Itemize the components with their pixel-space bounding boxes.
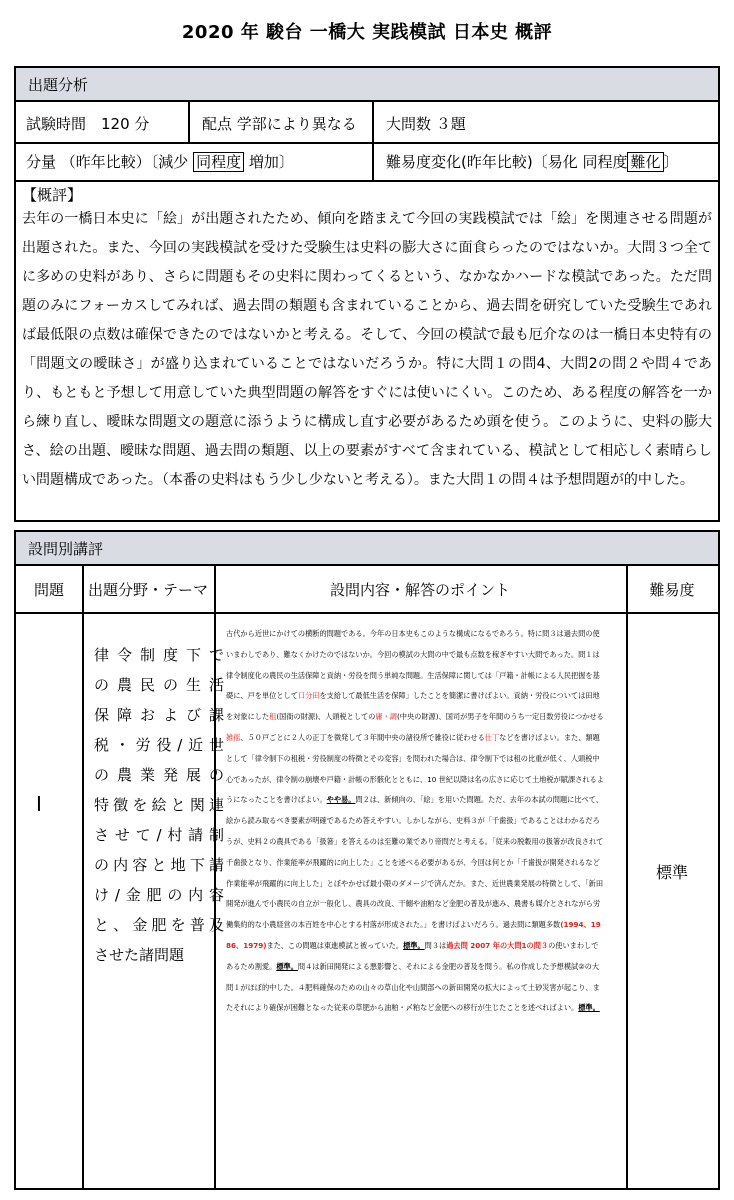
- difficulty-suffix: 〕: [663, 153, 679, 171]
- analysis-section: [14, 66, 720, 522]
- review-text: 去年の一橋日本史に「絵」が出題されたため、傾向を踏まえて今回の実践模試では「絵」を関連させる問題が出題された。また、今回の実践模試を受けた受験生は史料の膨大さに面食らったのではないか。大問３つ全てに多めの史料があり、さらに問題もその史料に関わってくるという、なかなかハードな模試であった。ただ問題のみにフォーカスしてみれば、過去問の類題も含まれていることから、過去問を研究していた受験生であれば最低限の点数は確保できたのではないかと考える。そして、今回の模試で最も厄介なのは一橋日本史特有の「問題文の曖昧さ」が盛り込まれていることではないだろうか。特に大問１の問4、大問2の問２や問４であり、もともと予想して用意していた典型問題の解答をすぐには使いにくい。このため、ある程度の解答を一から練り直し、曖昧な問題文の題意に添うように構成し直す必要があるため頭を使う。このように、史料の膨大さ、絵の出題、曖昧な問題、過去問の類題、以上の要素がすべて含まれている、模試として相応しく素晴らしい問題構成であった。（本番の史料はもう少し少ないと考える）。また大問１の問４は予想問題が的中した。: [22, 211, 712, 488]
- difficulty-selected: 難化: [627, 152, 663, 172]
- question-answer-points: 古代から近世にかけての横断的問題である。今年の日本史もこのような構成になるであろう。特に問３は過去問の使いまわしであり、難なくかけたのではないか。今回の模試の大問の中で最も点数を稼ぎやすい大問であった。問１は律令制度化の農民の生活保障と貢納・労役を問う単純な問題。生活保障に関しては「戸籍・計帳による人民把握を基礎に、戸を単位として口分田を支給して最低生活を保障」したことを簡潔に書けばよい。貢納・労役については田地を対象にした租(国衙の財源)、人頭税としての庸・調(中央の財源)、国司が男子を年間のうち一定日数労役につかせる雑徭、５０戸ごとに２人の正丁を徴発して３年間中央の諸役所で雑役に従わせる仕丁などを書けばよい。また、類題として「律令制下の租税・労役制度の特徴とその変容」を問われた場合は、律令制下では租の比重が低く、人頭税中心であったが、律令制の崩壊や戸籍・計帳の形骸化とともに、10 世紀以降は名の広さに応じて土地税が賦課されるようになったことを書けばよい。やや易。問２は、新傾向の、「絵」を用いた問題。ただ、去年の本試の問題に比べて、絵から読み取るべき要素が明確であるため答えやすい。しかしながら、史料３が「千歯扱」であることはわかるだろうが、史料２の農具である「扱箸」を答えるのは至難の業であり帝問だと考える。「従来の脱穀用の扱箸が改良されて千歯扱となり、作業能率が飛躍的に向上した」ことを述べる必要があるが、今回は何とか「千歯扱が開発されるなど作業能率が飛躍的に向上した」とぼやかせば最小限のダメージで済んだか。また、近世農業発展の特徴として、「新田開発が進んで小農民の自立が一般化し、農具の改良、干鰯や油粕など金肥の普及が進み、農書も媒介とされながら労働集約的な小農経営の本百姓を中心とする村落が形成された。」を書けばよいだろう。過去問に類題多数(1994、1986、1979)また、この問題は東進模試と被っていた。標準。問３は過去問 2007 年の大問1の問３の使いまわしであるため割愛。標準。問４は新田開発による悪影響と、それによる金肥の普及を問う。私の作成した予想模試②の大問１がほぼ的中した。４肥料確保のための山々の草山化や山間部への新田開発の拡大によって土砂災害が起こり、またそれにより確保が困難となった従来の草肥から油粕・〆粕など金肥への移行が生じたことを述べればよい。標準。: [226, 629, 604, 1013]
- volume-selected: 同程度: [193, 152, 244, 172]
- volume-change: [26, 146, 294, 178]
- volume-suffix: 増加〕: [248, 153, 294, 171]
- col-header-theme: 出題分野・テーマ: [87, 581, 208, 599]
- col-header-points: 設問内容・解答のポイント: [329, 581, 510, 599]
- difficulty-prefix: 難易度変化(昨年比較)〔易化 同程度: [386, 153, 628, 171]
- col-header-question: 問題: [33, 581, 64, 599]
- question-theme: 律令制度下で の農民の生活 保障および課 税・労役/近世 の農業発展の 特徴を絵と関連 させて/村請制 の内容と地下請 け/金肥の内容 と、金肥を普及 させた諸問題: [94, 646, 224, 964]
- question-review-header: 設問別講評: [16, 532, 718, 566]
- exam-time: 試験時間 120 分: [26, 115, 150, 133]
- score-allocation: 配点 学部により異なる: [202, 115, 357, 133]
- col-header-difficulty: 難易度: [649, 581, 695, 599]
- question-count: 大問数 ３題: [386, 115, 466, 133]
- question-review-section: [14, 530, 720, 1190]
- question-number: Ⅰ: [36, 792, 42, 816]
- page-title: 2020 年 駿台 一橋大 実践模試 日本史 概評: [181, 22, 553, 43]
- question-difficulty: 標準: [655, 863, 688, 882]
- difficulty-change: [386, 146, 679, 178]
- analysis-header: 出題分析: [16, 68, 718, 102]
- volume-prefix: 分量 （昨年比較）〔減少: [26, 153, 189, 171]
- review-heading: 【概評】: [22, 186, 83, 204]
